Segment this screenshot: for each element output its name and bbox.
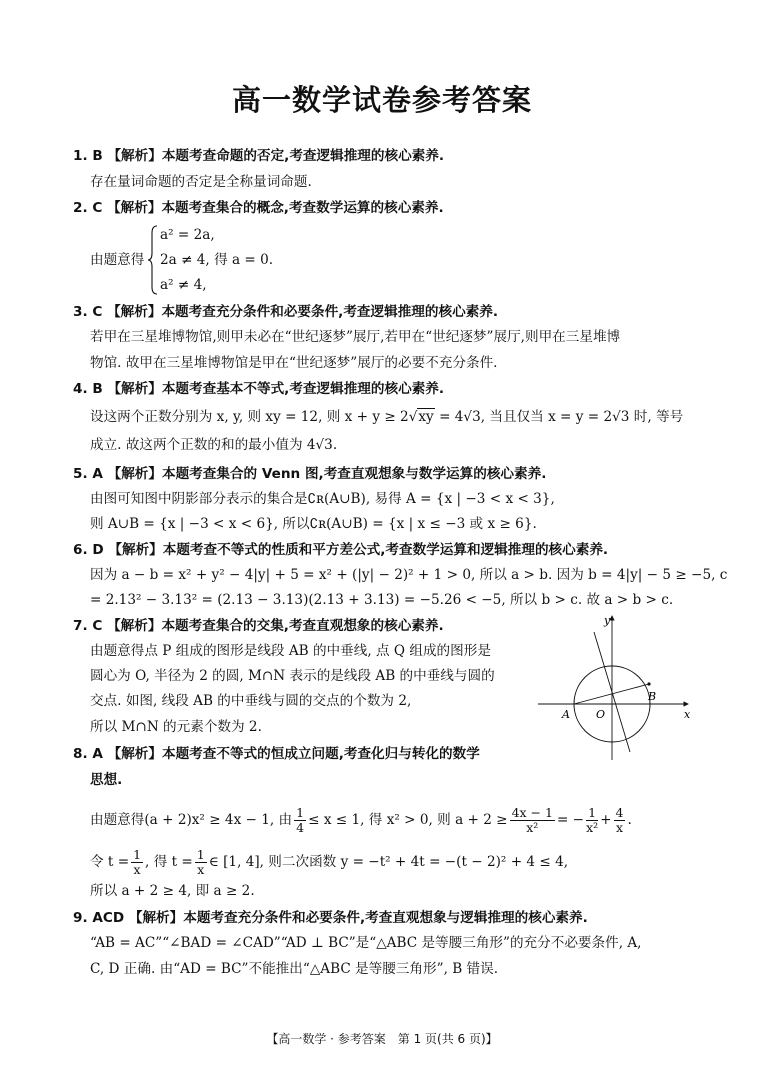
label-a: A <box>562 708 570 721</box>
q2-case-3: a² ≠ 4, <box>160 277 207 293</box>
fraction-num: 1 <box>133 847 142 862</box>
q4-sqrt-arg: xy <box>418 409 434 425</box>
q6-line-1: 因为 a − b = x² + y² − 4|y| + 5 = x² + (|y| − 2)² + 1 > 0, 所以 a > b. 因为 b = 4|y| − 5 ≥ −5, c <box>90 567 728 583</box>
fraction-num: 4x − 1 <box>511 805 553 820</box>
q4-line-1-c: = 4√3, 当且仅当 x = y = 2√3 时, 等号 <box>439 409 684 425</box>
sqrt-sign-icon: √ <box>408 409 418 425</box>
q3-line-1: 若甲在三星堆博物馆,则甲未必在“世纪逐梦”展厅,若甲在“世纪逐梦”展厅,则甲在三星堆博 <box>90 329 621 345</box>
q6-line-2: = 2.13² − 3.13² = (2.13 − 3.13)(2.13 + 3.13) = −5.26 < −5, 所以 b > c. 故 a > b > c. <box>90 592 674 608</box>
q8-line-1 <box>90 806 632 835</box>
q4-line-1-a: 设这两个正数分别为 x, y, 则 xy = 12, 则 x + y ≥ 2 <box>90 409 409 425</box>
q4-heading: 4. B 【解析】本题考查基本不等式,考查逻辑推理的核心素养. <box>73 381 445 397</box>
fraction <box>294 806 306 835</box>
q3-line-2: 物馆. 故甲在三星堆博物馆是甲在“世纪逐梦”展厅的必要不充分条件. <box>90 355 498 371</box>
q8-l1-a: 由题意得(a + 2)x² ≥ 4x − 1, 由 <box>90 812 293 828</box>
q9-line-1: “AB = AC”“∠BAD = ∠CAD”“AD ⊥ BC”是“△ABC 是等腰三角形”的充分不必要条件, A, <box>90 935 642 951</box>
q8-line-3: 所以 a + 2 ≥ 4, 即 a ≥ 2. <box>90 883 255 899</box>
q4-line-1 <box>90 408 683 426</box>
q7-heading: 7. C 【解析】本题考查集合的交集,考查直观想象的核心素养. <box>73 618 444 634</box>
q9-heading: 9. ACD 【解析】本题考查充分条件和必要条件,考查直观想象与逻辑推理的核心素养. <box>73 910 588 926</box>
q7-line-2: 圆心为 O, 半径为 2 的圆, M∩N 表示的是线段 AB 的中垂线与圆的 <box>90 668 495 684</box>
q8-l2-a: 令 t = <box>90 854 130 870</box>
fraction-den: x <box>615 820 624 835</box>
label-x: x <box>684 708 691 721</box>
q6-heading: 6. D 【解析】本题考查不等式的性质和平方差公式,考查数学运算和逻辑推理的核心素养. <box>73 542 609 558</box>
q1-heading: 1. B 【解析】本题考查命题的否定,考查逻辑推理的核心素养. <box>73 148 445 164</box>
q4-line-2: 成立. 故这两个正数的和的最小值为 4√3. <box>90 437 338 453</box>
q8-l2-c: ∈ [1, 4], 则二次函数 y = −t² + 4t = −(t − 2)² + 4 ≤ 4, <box>208 854 569 870</box>
segment-ab <box>574 684 649 704</box>
fraction <box>195 848 207 877</box>
q8-line-2 <box>90 848 568 877</box>
fraction <box>586 806 598 835</box>
fraction-den: x <box>197 862 205 877</box>
q8-l1-e: . <box>627 812 632 828</box>
q2-case-1: a² = 2a, <box>160 227 215 243</box>
fraction <box>131 848 143 877</box>
fraction-num: 1 <box>196 847 205 862</box>
page-title: 高一数学试卷参考答案 <box>231 83 532 117</box>
fraction-den: x² <box>526 820 539 835</box>
fraction-den: 4 <box>296 820 305 835</box>
circle-figure <box>538 612 698 762</box>
left-brace-icon <box>148 225 158 295</box>
q7-line-3: 交点. 如图, 线段 AB 的中垂线与圆的交点的个数为 2, <box>90 693 412 709</box>
q3-heading: 3. C 【解析】本题考查充分条件和必要条件,考查逻辑推理的核心素养. <box>73 304 499 320</box>
q2-case-2: 2a ≠ 4, 得 a = 0. <box>160 252 274 268</box>
fraction-num: 1 <box>586 806 598 821</box>
q7-line-1: 由题意得点 P 组成的图形是线段 AB 的中垂线, 点 Q 组成的图形是 <box>90 643 491 659</box>
fraction-den: x² <box>586 820 599 835</box>
fraction <box>614 806 626 835</box>
fraction-num: 1 <box>296 805 305 820</box>
q8-l1-d: + <box>600 812 612 828</box>
label-b: B <box>648 690 657 703</box>
q1-body: 存在量词命题的否定是全称量词命题. <box>90 174 312 190</box>
q2-heading: 2. C 【解析】本题考查集合的概念,考查数学运算的核心素养. <box>73 200 444 216</box>
q8-l1-b: ≤ x ≤ 1, 得 x² > 0, 则 a + 2 ≥ <box>308 812 508 828</box>
q8-l1-c: = − <box>556 812 585 828</box>
fraction <box>510 806 555 835</box>
label-y: y <box>604 614 611 627</box>
point-b-dot <box>647 682 650 685</box>
q2-prefix: 由题意得 <box>90 252 145 268</box>
q5-line-1: 由图可知图中阴影部分表示的集合是∁ʀ(A∪B), 易得 A = {x | −3 < x < 3}, <box>90 491 555 507</box>
q8-heading: 8. A 【解析】本题考查不等式的恒成立问题,考查化归与转化的数学 <box>73 746 480 762</box>
q7-line-4: 所以 M∩N 的元素个数为 2. <box>90 719 262 735</box>
q5-line-2: 则 A∪B = {x | −3 < x < 6}, 所以∁ʀ(A∪B) = {x | x ≤ −3 或 x ≥ 6}. <box>90 516 537 532</box>
fraction-num: 4 <box>615 805 624 820</box>
q9-line-2: C, D 正确. 由“AD = BC”不能推出“△ABC 是等腰三角形”, B 错误. <box>90 961 499 977</box>
page-footer: 【高一数学 · 参考答案 第 1 页(共 6 页)】 <box>266 1032 498 1046</box>
fraction-den: x <box>133 862 141 877</box>
q8-heading-cont: 思想. <box>90 772 123 788</box>
q8-l2-b: , 得 t = <box>145 854 193 870</box>
q5-heading: 5. A 【解析】本题考查集合的 Venn 图,考查直观想象与数学运算的核心素养. <box>73 466 547 482</box>
label-o: O <box>596 708 606 721</box>
